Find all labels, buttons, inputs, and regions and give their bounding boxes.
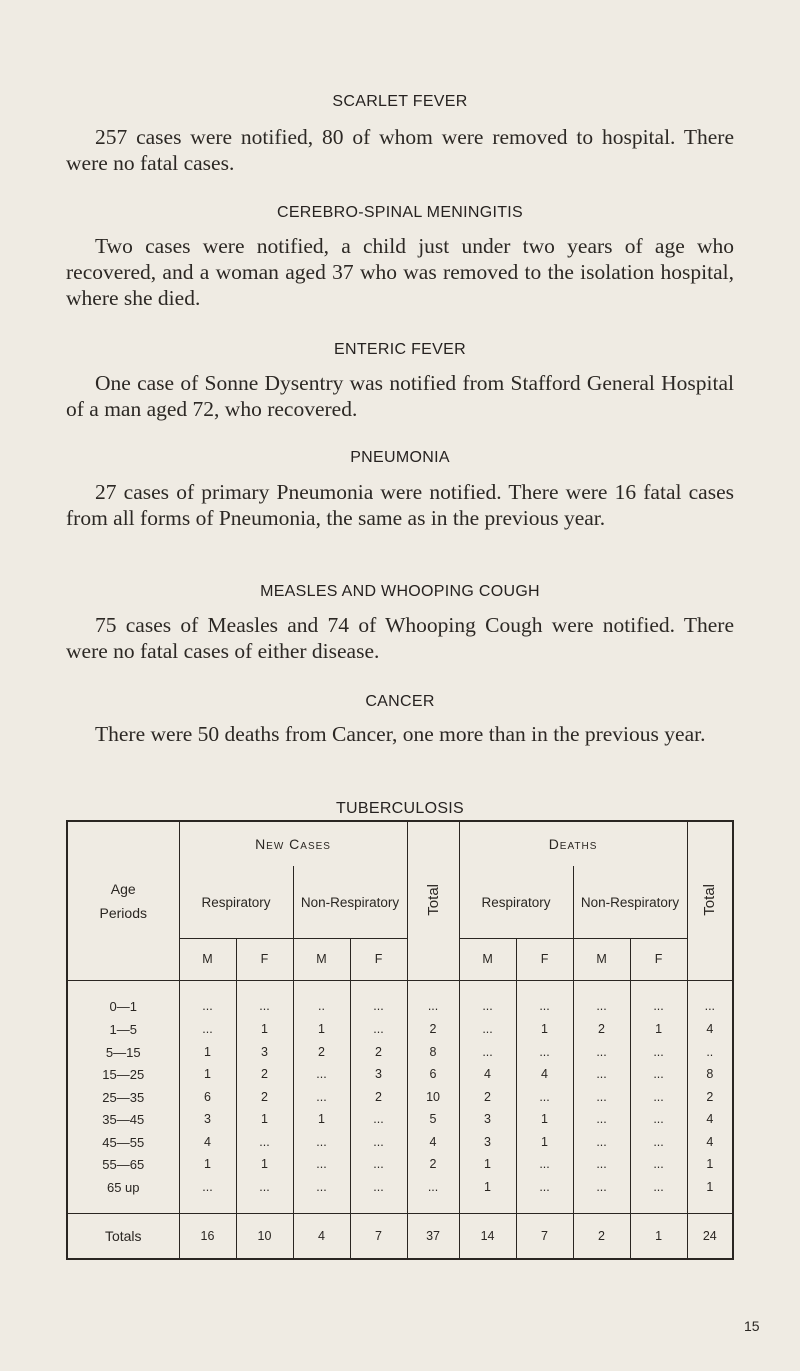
measles-text: 75 cases of Measles and 74 of Whooping Cough were notified. There were no fatal cases of either disease. (66, 613, 734, 663)
deaths-total-label: Total (701, 883, 719, 916)
new-total-cell: 8 (407, 1041, 459, 1064)
new-resp-m-cell: ... (179, 1018, 236, 1041)
deaths-resp-f-cell: 1 (516, 1108, 573, 1131)
deaths-nonresp-m-cell: ... (573, 1086, 630, 1109)
tuberculosis-heading: TUBERCULOSIS (335, 800, 465, 817)
total-deaths-nonresp-f: 1 (630, 1214, 687, 1259)
new-total-cell: 6 (407, 1063, 459, 1086)
new-nonresp-m-cell: 1 (293, 1108, 350, 1131)
new-nonresp-f-cell: ... (350, 1018, 407, 1041)
age-period-cell: 65 up (106, 1179, 140, 1195)
new-resp-m-cell: 3 (179, 1108, 236, 1131)
total-deaths-nonresp-m: 2 (573, 1214, 630, 1259)
deaths-resp-f-cell: 1 (516, 1131, 573, 1154)
deaths-nonresp-m-cell: ... (573, 1063, 630, 1086)
deaths-resp-m-cell: 1 (459, 1154, 516, 1177)
meningitis-heading: CEREBRO-SPINAL MENINGITIS (276, 204, 524, 221)
deaths-resp-f-cell: ... (516, 1176, 573, 1199)
new-nonresp-f-cell: ... (350, 996, 407, 1019)
deaths-nonresp-m-cell: ... (573, 1131, 630, 1154)
deaths-resp-m-header: M (459, 938, 516, 980)
new-nonresp-m-cell: ... (293, 1063, 350, 1086)
pneumonia-heading: PNEUMONIA (350, 449, 450, 466)
deaths-nonresp-f-header: F (630, 938, 687, 980)
new-nonresp-f-cell: ... (350, 1131, 407, 1154)
measles-heading: MEASLES AND WHOOPING COUGH (260, 583, 540, 600)
deaths-resp-m-cell: 4 (459, 1063, 516, 1086)
deaths-resp-f-cell: 4 (516, 1063, 573, 1086)
enteric-heading: ENTERIC FEVER (334, 341, 466, 358)
page-number: 15 (744, 1318, 760, 1334)
new-cases-header: New Cases (179, 821, 407, 866)
new-resp-m-cell: 4 (179, 1131, 236, 1154)
new-resp-f-cell: 2 (236, 1063, 293, 1086)
total-deaths-resp-m: 14 (459, 1214, 516, 1259)
new-respiratory-header: Respiratory (179, 866, 293, 938)
new-nonresp-m-cell: ... (293, 1154, 350, 1177)
new-resp-m-cell: ... (179, 1176, 236, 1199)
new-nonresp-m-cell: ... (293, 1131, 350, 1154)
deaths-resp-m-cell: 3 (459, 1131, 516, 1154)
deaths-nonresp-f-cell: ... (630, 1131, 687, 1154)
total-new-resp-m: 16 (179, 1214, 236, 1259)
deaths-nonresp-f-cell: ... (630, 1154, 687, 1177)
new-resp-f-cell: 2 (236, 1086, 293, 1109)
deaths-nonresp-f-cell: ... (630, 996, 687, 1019)
deaths-nonresp-m-cell: ... (573, 1041, 630, 1064)
deaths-header: Deaths (459, 821, 687, 866)
deaths-nonresp-f-cell: ... (630, 1108, 687, 1131)
new-total-cell: ... (407, 1176, 459, 1199)
new-total-label: Total (424, 883, 442, 916)
deaths-nonresp-f-cell: 1 (630, 1018, 687, 1041)
totals-row (67, 1214, 733, 1259)
new-resp-f-cell: 1 (236, 1154, 293, 1177)
deaths-resp-f-cell: ... (516, 996, 573, 1019)
deaths-nonresp-f-cell: ... (630, 1086, 687, 1109)
age-period-cell: 55—65 (102, 1157, 145, 1173)
scarlet-fever-heading: SCARLET FEVER (332, 93, 468, 110)
deaths-resp-m-cell: ... (459, 1041, 516, 1064)
deaths-non-respiratory-header: Non-Respiratory (573, 866, 687, 938)
new-nonresp-f-cell: 2 (350, 1086, 407, 1109)
total-deaths-total: 24 (687, 1214, 733, 1259)
new-resp-m-cell: ... (179, 996, 236, 1019)
new-resp-f-cell: 1 (236, 1108, 293, 1131)
new-nonresp-m-header: M (293, 938, 350, 980)
new-total-cell: 10 (407, 1086, 459, 1109)
deaths-total-cell: 2 (687, 1086, 733, 1109)
new-nonresp-f-cell: 2 (350, 1041, 407, 1064)
new-total-cell: 2 (407, 1018, 459, 1041)
age-period-cell: 1—5 (109, 1021, 137, 1037)
new-total-cell: 2 (407, 1154, 459, 1177)
deaths-resp-f-cell: ... (516, 1154, 573, 1177)
pneumonia-text: 27 cases of primary Pneumonia were notified. There were 16 fatal cases from all forms of Pneumonia, the same as in the previous year. (66, 480, 734, 530)
deaths-total-cell: 1 (687, 1176, 733, 1199)
new-nonresp-m-cell: ... (293, 1086, 350, 1109)
total-new-resp-f: 10 (236, 1214, 293, 1259)
deaths-nonresp-m-header: M (573, 938, 630, 980)
new-nonresp-f-cell: 3 (350, 1063, 407, 1086)
new-resp-f-cell: ... (236, 1176, 293, 1199)
table-row (67, 1018, 733, 1041)
deaths-nonresp-f-cell: ... (630, 1176, 687, 1199)
new-total-cell: 5 (407, 1108, 459, 1131)
enteric-text: One case of Sonne Dysentry was notified from Stafford General Hospital of a man aged 72, who recovered. (66, 371, 734, 421)
age-period-cell: 15—25 (102, 1067, 145, 1083)
meningitis-text: Two cases were notified, a child just under two years of age who recovered, and a woman aged 37 who was removed to the isolation hospital, where she died. (66, 234, 734, 310)
new-resp-m-cell: 1 (179, 1063, 236, 1086)
table-row (67, 1154, 733, 1177)
new-resp-f-header: F (236, 938, 293, 980)
deaths-nonresp-m-cell: 2 (573, 1018, 630, 1041)
age-periods-header (67, 821, 179, 981)
table-row (67, 996, 733, 1019)
table-row (67, 1131, 733, 1154)
age-period-cell: 45—55 (102, 1134, 145, 1150)
new-resp-m-cell: 1 (179, 1154, 236, 1177)
deaths-resp-f-cell: 1 (516, 1018, 573, 1041)
cancer-heading: CANCER (365, 693, 435, 710)
table-row (67, 1176, 733, 1199)
table-row (67, 1041, 733, 1064)
new-nonresp-m-cell: 1 (293, 1018, 350, 1041)
total-new-nonresp-m: 4 (293, 1214, 350, 1259)
deaths-total-cell: .. (687, 1041, 733, 1064)
totals-label: Totals (67, 1214, 179, 1259)
deaths-nonresp-m-cell: ... (573, 996, 630, 1019)
new-resp-m-cell: 1 (179, 1041, 236, 1064)
new-nonresp-m-cell: 2 (293, 1041, 350, 1064)
new-nonresp-f-cell: ... (350, 1154, 407, 1177)
age-period-cell: 35—45 (102, 1112, 145, 1128)
deaths-nonresp-f-cell: ... (630, 1041, 687, 1064)
table-row (67, 1108, 733, 1131)
deaths-total-cell: 4 (687, 1108, 733, 1131)
deaths-nonresp-m-cell: ... (573, 1154, 630, 1177)
deaths-total-header (687, 821, 733, 981)
new-nonresp-m-cell: .. (293, 996, 350, 1019)
deaths-nonresp-f-cell: ... (630, 1063, 687, 1086)
table-row (67, 1063, 733, 1086)
age-period-cell: 0—1 (109, 999, 137, 1015)
new-nonresp-f-cell: ... (350, 1108, 407, 1131)
deaths-resp-f-header: F (516, 938, 573, 980)
table-row (67, 1086, 733, 1109)
age-label: Age (110, 881, 136, 897)
deaths-total-cell: 4 (687, 1018, 733, 1041)
periods-label: Periods (99, 905, 147, 921)
new-total-cell: 4 (407, 1131, 459, 1154)
age-period-cell: 5—15 (105, 1044, 141, 1060)
total-deaths-resp-f: 7 (516, 1214, 573, 1259)
deaths-total-cell: 4 (687, 1131, 733, 1154)
deaths-resp-m-cell: 2 (459, 1086, 516, 1109)
new-resp-m-header: M (179, 938, 236, 980)
scarlet-fever-text: 257 cases were notified, 80 of whom were removed to hospital. There were no fatal cases. (66, 125, 734, 175)
deaths-nonresp-m-cell: ... (573, 1176, 630, 1199)
total-new-total: 37 (407, 1214, 459, 1259)
deaths-total-cell: 8 (687, 1063, 733, 1086)
deaths-nonresp-m-cell: ... (573, 1108, 630, 1131)
new-nonresp-m-cell: ... (293, 1176, 350, 1199)
new-resp-m-cell: 6 (179, 1086, 236, 1109)
deaths-total-cell: 1 (687, 1154, 733, 1177)
new-non-respiratory-header: Non-Respiratory (293, 866, 407, 938)
age-period-cell: 25—35 (102, 1089, 145, 1105)
new-resp-f-cell: 1 (236, 1018, 293, 1041)
new-total-header (407, 821, 459, 981)
new-resp-f-cell: 3 (236, 1041, 293, 1064)
cancer-text: There were 50 deaths from Cancer, one more than in the previous year. (95, 722, 706, 746)
tuberculosis-table (66, 820, 734, 1260)
deaths-resp-m-cell: ... (459, 1018, 516, 1041)
deaths-respiratory-header: Respiratory (459, 866, 573, 938)
deaths-total-cell: ... (687, 996, 733, 1019)
deaths-resp-f-cell: ... (516, 1086, 573, 1109)
new-nonresp-f-header: F (350, 938, 407, 980)
new-nonresp-f-cell: ... (350, 1176, 407, 1199)
new-total-cell: ... (407, 996, 459, 1019)
deaths-resp-m-cell: ... (459, 996, 516, 1019)
new-resp-f-cell: ... (236, 996, 293, 1019)
deaths-resp-f-cell: ... (516, 1041, 573, 1064)
total-new-nonresp-f: 7 (350, 1214, 407, 1259)
new-resp-f-cell: ... (236, 1131, 293, 1154)
deaths-resp-m-cell: 3 (459, 1108, 516, 1131)
deaths-resp-m-cell: 1 (459, 1176, 516, 1199)
